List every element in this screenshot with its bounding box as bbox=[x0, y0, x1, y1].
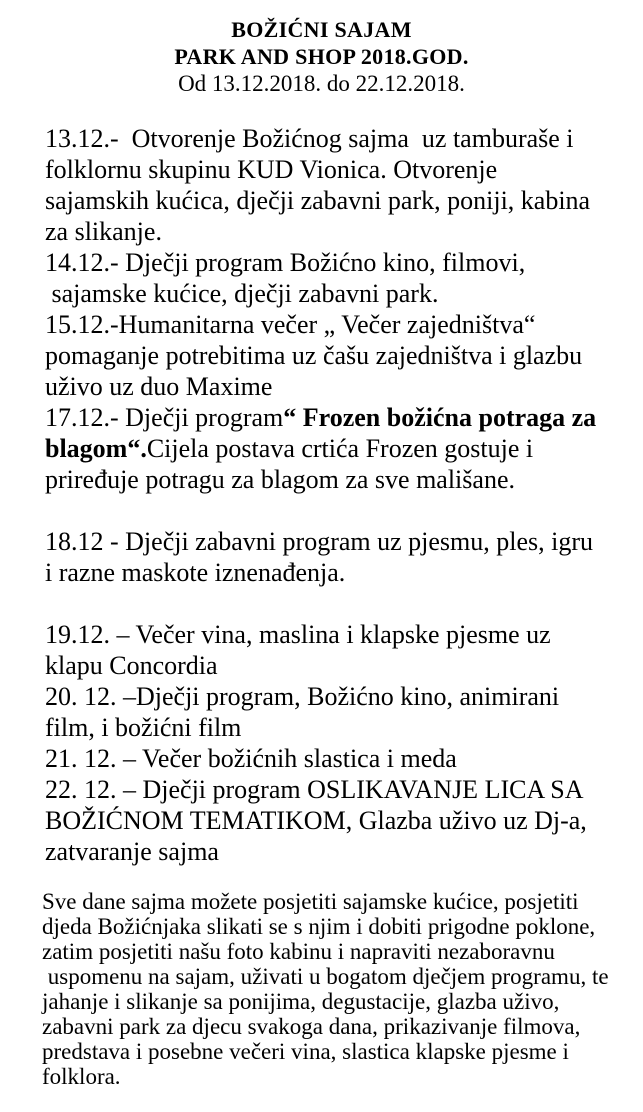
schedule-text: priređuje potragu za blagom za sve mališane. bbox=[45, 465, 515, 494]
flyer-header bbox=[0, 16, 643, 97]
footer-line: uspomenu na sajam, uživati u bogatom dječjem programu, te bbox=[42, 964, 609, 989]
footer-line: predstava i posebne večeri vina, slastica klapske pjesme i bbox=[42, 1039, 569, 1064]
footer-line: zabavni park za djecu svakoga dana, prikazivanje filmova, bbox=[42, 1014, 581, 1039]
schedule-line bbox=[45, 123, 635, 154]
footer-line: djeda Božićnjaka slikati se s njim i dobiti prigodne poklone, bbox=[42, 914, 596, 939]
schedule-line bbox=[45, 650, 635, 681]
footer-line: folklora. bbox=[42, 1064, 121, 1089]
schedule-line bbox=[45, 712, 635, 743]
title-line-2: PARK AND SHOP 2018.GOD. bbox=[174, 44, 469, 69]
schedule-text: film, i božićni film bbox=[45, 713, 242, 742]
schedule-line bbox=[45, 433, 635, 464]
schedule-line bbox=[45, 185, 635, 216]
schedule-line bbox=[45, 743, 635, 774]
schedule-block bbox=[45, 619, 635, 867]
schedule-text: 18.12 - Dječji zabavni program uz pjesmu, ples, igru bbox=[45, 527, 594, 556]
schedule-text: za slikanje. bbox=[45, 217, 162, 246]
schedule-text: sajamske kućice, dječji zabavni park. bbox=[45, 279, 439, 308]
schedule-block bbox=[45, 526, 635, 588]
schedule-line bbox=[45, 619, 635, 650]
schedule-text: 19.12. – Večer vina, maslina i klapske pjesme uz bbox=[45, 620, 551, 649]
schedule-line bbox=[45, 805, 635, 836]
schedule-line bbox=[45, 526, 635, 557]
schedule-text: 14.12.- Dječji program Božićno kino, filmovi, bbox=[45, 248, 526, 277]
schedule-block bbox=[45, 123, 635, 495]
schedule-line bbox=[45, 371, 635, 402]
schedule-line bbox=[45, 774, 635, 805]
schedule-text: 13.12.- Otvorenje Božićnog sajma uz tamburaše i bbox=[45, 124, 574, 153]
schedule-line bbox=[45, 340, 635, 371]
schedule-line bbox=[45, 557, 635, 588]
schedule-text: pomaganje potrebitima uz čašu zajedništva i glazbu bbox=[45, 341, 583, 370]
schedule-line bbox=[45, 464, 635, 495]
footer-line: zatim posjetiti našu foto kabinu i napraviti nezaboravnu bbox=[42, 939, 555, 964]
schedule-text: 20. 12. –Dječji program, Božićno kino, animirani bbox=[45, 682, 560, 711]
schedule-line bbox=[45, 216, 635, 247]
footer-line: jahanje i slikanje sa ponijima, degustacije, glazba uživo, bbox=[42, 989, 560, 1014]
schedule-text: 22. 12. – Dječji program OSLIKAVANJE LICA SA bbox=[45, 775, 584, 804]
schedule-text: 15.12.-Humanitarna večer „ Večer zajedništva“ bbox=[45, 310, 536, 339]
schedule-text-bold: “ Frozen božićna potraga za bbox=[283, 403, 597, 432]
schedule-text-bold: blagom“. bbox=[45, 434, 147, 463]
schedule-line bbox=[45, 154, 635, 185]
schedule-body bbox=[0, 123, 643, 867]
schedule-text: 17.12.- Dječji program bbox=[45, 403, 284, 432]
schedule-line bbox=[45, 836, 635, 867]
title-line-1: BOŽIĆNI SAJAM bbox=[231, 17, 412, 42]
schedule-text: folklornu skupinu KUD Vionica. Otvorenje bbox=[45, 155, 498, 184]
schedule-text: uživo uz duo Maxime bbox=[45, 372, 273, 401]
schedule-line bbox=[45, 278, 635, 309]
date-range: Od 13.12.2018. do 22.12.2018. bbox=[178, 71, 465, 96]
footer-line: Sve dane sajma možete posjetiti sajamske kućice, posjetiti bbox=[42, 889, 579, 914]
schedule-line bbox=[45, 247, 635, 278]
footer-paragraph bbox=[0, 889, 643, 1089]
schedule-text: i razne maskote iznenađenja. bbox=[45, 558, 346, 587]
schedule-line bbox=[45, 402, 635, 433]
schedule-text: Cijela postava crtića Frozen gostuje i bbox=[146, 434, 534, 463]
schedule-line bbox=[45, 309, 635, 340]
schedule-text: zatvaranje sajma bbox=[45, 837, 219, 866]
schedule-text: sajamskih kućica, dječji zabavni park, poniji, kabina bbox=[45, 186, 591, 215]
schedule-text: klapu Concordia bbox=[45, 651, 218, 680]
schedule-text: 21. 12. – Večer božićnih slastica i meda bbox=[45, 744, 457, 773]
schedule-line bbox=[45, 681, 635, 712]
schedule-text: BOŽIĆNOM TEMATIKOM, Glazba uživo uz Dj-a, bbox=[45, 806, 587, 835]
